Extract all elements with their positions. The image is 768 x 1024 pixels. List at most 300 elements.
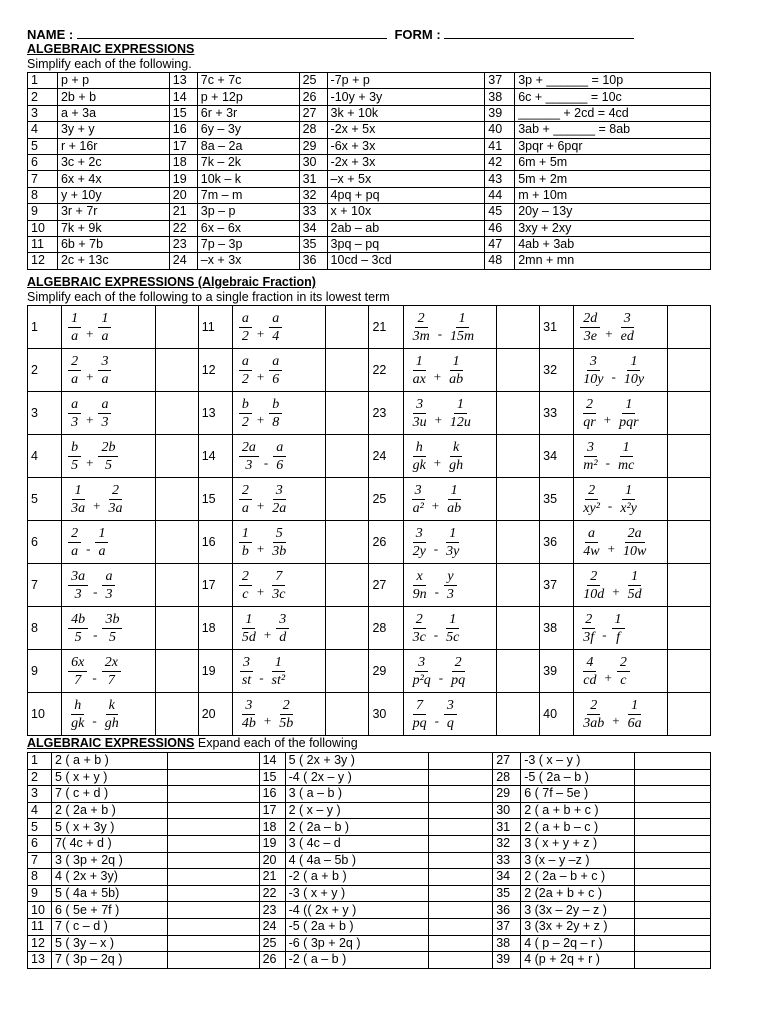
expression: 6 ( 7f – 5e )	[521, 786, 635, 803]
expression: 3r + 7r	[57, 204, 169, 220]
fraction-expression	[62, 521, 156, 564]
table-row	[28, 819, 711, 836]
question-number: 37	[540, 564, 574, 607]
answer-cell[interactable]	[167, 753, 259, 770]
question-number: 1	[28, 73, 58, 89]
answer-cell[interactable]	[635, 935, 711, 952]
answer-cell[interactable]	[429, 819, 493, 836]
fraction	[269, 655, 289, 688]
fraction	[580, 698, 607, 731]
answer-cell[interactable]	[635, 753, 711, 770]
numerator: 3	[444, 698, 457, 715]
answer-cell[interactable]	[429, 885, 493, 902]
denominator: 3	[101, 414, 109, 430]
answer-cell[interactable]	[429, 802, 493, 819]
fraction-pair	[66, 526, 110, 559]
fraction-expression	[403, 693, 497, 736]
expression: 7( 4c + d )	[51, 835, 167, 852]
expression: 2 ( a + b + c )	[521, 802, 635, 819]
table-row	[28, 122, 711, 138]
answer-cell[interactable]	[667, 564, 710, 607]
expression: p + 12p	[197, 89, 299, 105]
answer-cell[interactable]	[429, 952, 493, 969]
question-number: 19	[198, 650, 232, 693]
answer-cell[interactable]	[635, 819, 711, 836]
fraction-expression	[574, 650, 668, 693]
simplify-table	[27, 72, 711, 270]
question-number: 12	[28, 253, 58, 269]
question-number: 34	[540, 435, 574, 478]
fraction	[580, 311, 600, 344]
fraction	[580, 354, 606, 387]
header-line	[27, 26, 634, 42]
answer-cell[interactable]	[497, 392, 540, 435]
answer-cell[interactable]	[167, 935, 259, 952]
denominator: 3f	[583, 629, 595, 645]
expression: 2 (2a + b + c )	[521, 885, 635, 902]
answer-cell[interactable]	[635, 952, 711, 969]
fraction	[615, 440, 637, 473]
question-number: 23	[169, 236, 197, 252]
fraction	[239, 655, 254, 688]
question-number: 2	[28, 349, 62, 392]
answer-cell[interactable]	[667, 521, 710, 564]
form-blank[interactable]	[444, 26, 634, 39]
question-number: 21	[369, 306, 403, 349]
numerator: 3	[415, 655, 428, 672]
fraction	[620, 526, 649, 559]
denominator: a	[71, 328, 79, 344]
question-number: 34	[493, 869, 521, 886]
question-number: 2	[28, 769, 52, 786]
expression: 2 ( x – y )	[285, 802, 429, 819]
fraction-pair	[237, 483, 291, 516]
fraction-expression	[574, 564, 668, 607]
operator: -	[434, 713, 439, 728]
fraction-pair	[408, 397, 476, 430]
fraction	[444, 569, 457, 602]
expression: 4 ( 4a – 5b )	[285, 852, 429, 869]
fraction	[580, 397, 598, 430]
denominator: c	[242, 586, 249, 602]
numerator: 2	[280, 698, 293, 715]
table-row	[28, 835, 711, 852]
fraction	[410, 526, 429, 559]
operator: -	[92, 670, 97, 685]
question-number: 28	[369, 607, 403, 650]
answer-cell[interactable]	[429, 769, 493, 786]
fraction	[617, 483, 640, 516]
numerator: 1	[620, 440, 633, 457]
expression: 3pqr + 6pqr	[515, 138, 711, 154]
question-number: 16	[169, 122, 197, 138]
expression: x + 10x	[327, 204, 485, 220]
answer-cell[interactable]	[429, 918, 493, 935]
fraction-expression	[62, 564, 156, 607]
answer-cell[interactable]	[635, 852, 711, 869]
question-number: 16	[259, 786, 285, 803]
question-number: 34	[299, 220, 327, 236]
answer-cell[interactable]	[497, 564, 540, 607]
denominator: m²	[583, 457, 598, 473]
answer-cell[interactable]	[155, 349, 198, 392]
table-row	[28, 564, 711, 607]
question-number: 9	[28, 885, 52, 902]
fraction	[625, 698, 645, 731]
answer-cell[interactable]	[635, 885, 711, 902]
answer-cell[interactable]	[167, 819, 259, 836]
table-row	[28, 171, 711, 187]
answer-cell[interactable]	[429, 935, 493, 952]
fraction-expression	[232, 392, 326, 435]
question-number: 3	[28, 105, 58, 121]
fraction	[410, 698, 430, 731]
answer-cell[interactable]	[667, 392, 710, 435]
question-number: 1	[28, 306, 62, 349]
numerator: 3	[240, 655, 253, 672]
answer-cell[interactable]	[667, 435, 710, 478]
operator: +	[86, 412, 94, 427]
answer-cell[interactable]	[167, 769, 259, 786]
question-number: 29	[493, 786, 521, 803]
numerator: 2	[583, 397, 596, 414]
question-number: 7	[28, 852, 52, 869]
expression: 3 (x – y –z )	[521, 852, 635, 869]
operator: -	[437, 326, 443, 341]
numerator: 4	[583, 655, 596, 672]
denominator: 4b	[241, 715, 256, 731]
numerator: 1	[454, 397, 467, 414]
answer-cell[interactable]	[635, 835, 711, 852]
form-label: FORM :	[394, 27, 441, 42]
answer-cell[interactable]	[497, 435, 540, 478]
fraction	[98, 354, 111, 387]
question-number: 22	[169, 220, 197, 236]
fraction-expression	[62, 478, 156, 521]
answer-cell[interactable]	[497, 650, 540, 693]
answer-cell[interactable]	[429, 786, 493, 803]
question-number: 28	[299, 122, 327, 138]
denominator: 5	[74, 629, 82, 645]
answer-cell[interactable]	[155, 392, 198, 435]
question-number: 39	[493, 952, 521, 969]
answer-cell[interactable]	[429, 835, 493, 852]
numerator: b	[239, 397, 252, 414]
numerator: a	[239, 311, 252, 328]
denominator: 7	[74, 672, 82, 688]
answer-cell[interactable]	[167, 852, 259, 869]
denominator: a²	[412, 500, 424, 516]
fraction-expression	[574, 392, 668, 435]
denominator: 3	[446, 586, 454, 602]
answer-cell[interactable]	[167, 802, 259, 819]
expression: 7c + 7c	[197, 73, 299, 89]
fraction-expression	[232, 693, 326, 736]
answer-cell[interactable]	[635, 869, 711, 886]
answer-cell[interactable]	[497, 521, 540, 564]
answer-cell[interactable]	[326, 521, 369, 564]
question-number: 24	[259, 918, 285, 935]
fraction	[276, 612, 289, 645]
question-number: 45	[485, 204, 515, 220]
fraction	[239, 698, 259, 731]
expression: y + 10y	[57, 187, 169, 203]
expression: -3 ( x + y )	[285, 885, 429, 902]
fraction	[616, 397, 641, 430]
fraction	[239, 526, 252, 559]
fraction-pair	[237, 569, 291, 602]
question-number: 19	[169, 171, 197, 187]
answer-cell[interactable]	[167, 918, 259, 935]
fraction	[410, 483, 427, 516]
question-number: 40	[540, 693, 574, 736]
answer-cell[interactable]	[667, 306, 710, 349]
fraction	[68, 612, 88, 645]
fraction-expression	[62, 349, 156, 392]
answer-cell[interactable]	[167, 869, 259, 886]
fraction	[95, 526, 108, 559]
denominator: 6	[276, 457, 284, 473]
operator: +	[612, 584, 620, 599]
expression: 3p + ______ = 10p	[515, 73, 711, 89]
fraction-expression	[574, 521, 668, 564]
fraction	[612, 612, 625, 645]
answer-cell[interactable]	[326, 693, 369, 736]
numerator: 3	[621, 311, 634, 328]
denominator: gh	[104, 715, 119, 731]
denominator: mc	[617, 457, 635, 473]
answer-cell[interactable]	[155, 693, 198, 736]
expression: -10y + 3y	[327, 89, 485, 105]
denominator: 10w	[622, 543, 647, 559]
answer-cell[interactable]	[326, 478, 369, 521]
fraction	[444, 698, 457, 731]
question-number: 5	[28, 478, 62, 521]
answer-cell[interactable]	[167, 902, 259, 919]
fraction	[580, 612, 597, 645]
name-label: NAME :	[27, 27, 74, 42]
question-number: 22	[369, 349, 403, 392]
fraction	[269, 483, 289, 516]
fraction-pair	[66, 397, 113, 430]
question-number: 11	[28, 918, 52, 935]
answer-cell[interactable]	[497, 306, 540, 349]
question-number: 33	[299, 204, 327, 220]
answer-cell[interactable]	[667, 349, 710, 392]
denominator: 15m	[450, 328, 475, 344]
answer-cell[interactable]	[167, 835, 259, 852]
table-row	[28, 89, 711, 105]
question-number: 20	[259, 852, 285, 869]
fraction	[102, 698, 122, 731]
question-number: 27	[369, 564, 403, 607]
expression: 7 ( c – d )	[51, 918, 167, 935]
question-number: 7	[28, 171, 58, 187]
table-row	[28, 154, 711, 170]
table-row	[28, 105, 711, 121]
operator: +	[263, 627, 272, 642]
operator: +	[86, 326, 94, 341]
question-number: 29	[369, 650, 403, 693]
denominator: ed	[620, 328, 634, 344]
numerator: 2	[109, 483, 122, 500]
answer-cell[interactable]	[635, 786, 711, 803]
expression: 5m + 2m	[515, 171, 711, 187]
denominator: st	[241, 672, 252, 688]
table-row	[28, 650, 711, 693]
operator: +	[256, 584, 265, 599]
fraction-expression	[403, 478, 497, 521]
denominator: 9n	[412, 586, 427, 602]
question-number: 42	[485, 154, 515, 170]
operator: -	[86, 541, 91, 556]
answer-cell[interactable]	[667, 478, 710, 521]
fraction	[68, 698, 87, 731]
answer-cell[interactable]	[667, 607, 710, 650]
numerator: 2	[452, 655, 465, 672]
numerator: 1	[446, 526, 459, 543]
answer-cell[interactable]	[497, 607, 540, 650]
fraction-expression	[403, 607, 497, 650]
denominator: ab	[449, 371, 464, 387]
table-row	[28, 236, 711, 252]
name-blank[interactable]	[77, 26, 387, 39]
question-number: 29	[299, 138, 327, 154]
operator: -	[263, 455, 269, 470]
fraction	[446, 440, 466, 473]
answer-cell[interactable]	[429, 902, 493, 919]
expression: -6 ( 3p + 2q )	[285, 935, 429, 952]
fraction-pair	[66, 483, 127, 516]
question-number: 44	[485, 187, 515, 203]
fraction-pair	[578, 612, 626, 645]
answer-cell[interactable]	[326, 607, 369, 650]
operator: +	[607, 541, 615, 556]
answer-cell[interactable]	[667, 693, 710, 736]
answer-cell[interactable]	[326, 306, 369, 349]
answer-cell[interactable]	[497, 693, 540, 736]
numerator: 1	[627, 354, 640, 371]
numerator: 2	[415, 311, 428, 328]
denominator: 3u	[412, 414, 427, 430]
question-number: 46	[485, 220, 515, 236]
question-number: 39	[485, 105, 515, 121]
question-number: 20	[169, 187, 197, 203]
table-row	[28, 478, 711, 521]
table-row	[28, 138, 711, 154]
denominator: 4	[272, 328, 280, 344]
question-number: 36	[299, 253, 327, 269]
table-row	[28, 852, 711, 869]
question-number: 32	[540, 349, 574, 392]
answer-cell[interactable]	[635, 902, 711, 919]
expression: -4 (( 2x + y )	[285, 902, 429, 919]
answer-cell[interactable]	[326, 564, 369, 607]
denominator: a	[71, 371, 79, 387]
table-row	[28, 349, 711, 392]
denominator: gh	[449, 457, 464, 473]
fraction-pair	[578, 569, 646, 602]
answer-cell[interactable]	[155, 607, 198, 650]
question-number: 13	[28, 952, 52, 969]
answer-cell[interactable]	[667, 650, 710, 693]
question-number: 17	[169, 138, 197, 154]
expression: m + 10m	[515, 187, 711, 203]
answer-cell[interactable]	[497, 478, 540, 521]
operator: +	[434, 412, 442, 427]
fraction-pair	[66, 354, 113, 387]
answer-cell[interactable]	[429, 852, 493, 869]
answer-cell[interactable]	[155, 306, 198, 349]
section2-instruction: Simplify each of the following to a single fraction in its lowest term	[27, 290, 390, 304]
expression: 20y – 13y	[515, 204, 711, 220]
fraction	[239, 311, 252, 344]
answer-cell[interactable]	[497, 349, 540, 392]
operator: -	[438, 670, 444, 685]
question-number: 11	[198, 306, 232, 349]
expression: 3k + 10k	[327, 105, 485, 121]
question-number: 16	[198, 521, 232, 564]
numerator: 3	[273, 483, 286, 500]
fraction-pair	[578, 483, 642, 516]
fraction	[443, 612, 462, 645]
fraction-expression	[232, 306, 326, 349]
numerator: 3	[412, 483, 425, 500]
answer-cell[interactable]	[155, 435, 198, 478]
answer-cell[interactable]	[167, 786, 259, 803]
fraction	[269, 569, 288, 602]
denominator: 2y	[412, 543, 426, 559]
answer-cell[interactable]	[326, 650, 369, 693]
answer-cell[interactable]	[155, 478, 198, 521]
answer-cell[interactable]	[429, 753, 493, 770]
answer-cell[interactable]	[326, 349, 369, 392]
operator: +	[93, 498, 101, 513]
denominator: 3c	[272, 586, 286, 602]
answer-cell[interactable]	[167, 885, 259, 902]
fraction	[239, 612, 259, 645]
numerator: a	[102, 569, 115, 586]
numerator: 3	[98, 354, 111, 371]
question-number: 40	[485, 122, 515, 138]
fraction-expression	[403, 564, 497, 607]
fraction-expression	[62, 607, 156, 650]
answer-cell[interactable]	[635, 802, 711, 819]
numerator: 1	[95, 526, 108, 543]
answer-cell[interactable]	[635, 918, 711, 935]
answer-cell[interactable]	[155, 521, 198, 564]
answer-cell[interactable]	[326, 392, 369, 435]
answer-cell[interactable]	[326, 435, 369, 478]
operator: -	[433, 627, 439, 642]
expression: 7 ( 3p – 2q )	[51, 952, 167, 969]
fraction	[444, 483, 464, 516]
answer-cell[interactable]	[155, 564, 198, 607]
fraction-expression	[232, 435, 326, 478]
answer-cell[interactable]	[429, 869, 493, 886]
answer-cell[interactable]	[167, 952, 259, 969]
fraction	[447, 397, 474, 430]
fraction	[410, 612, 429, 645]
expression: 5 ( 3y – x )	[51, 935, 167, 952]
answer-cell[interactable]	[155, 650, 198, 693]
numerator: 3	[242, 698, 255, 715]
answer-cell[interactable]	[635, 769, 711, 786]
question-number: 41	[485, 138, 515, 154]
operator: -	[259, 670, 264, 685]
denominator: d	[279, 629, 287, 645]
fraction-pair	[408, 354, 469, 387]
